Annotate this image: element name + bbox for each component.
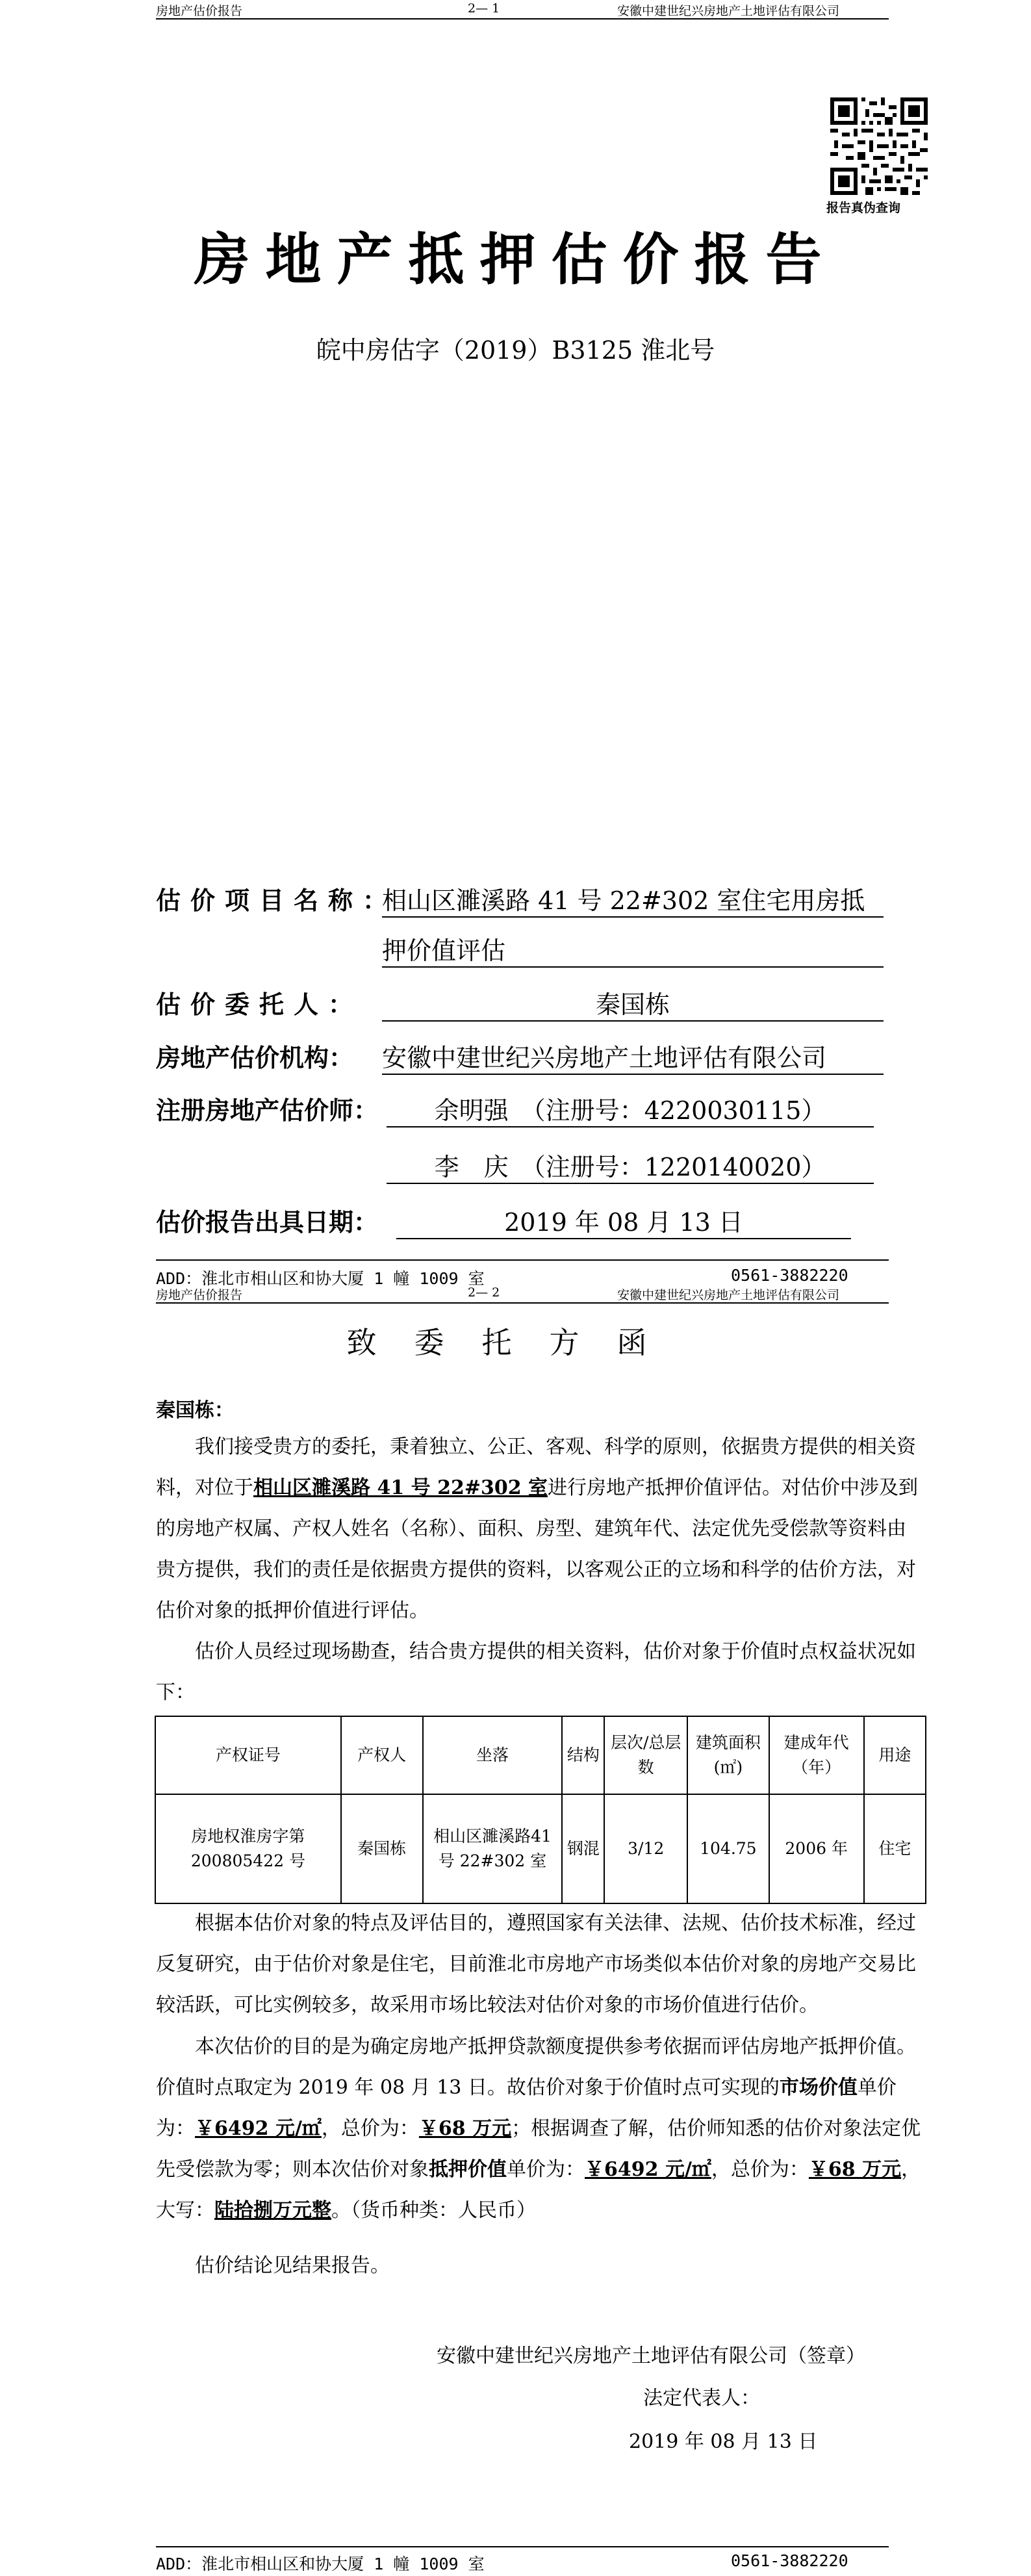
table-header-cell: 产权人 [341, 1716, 423, 1794]
paragraph-1: 我们接受贵方的委托，秉着独立、公正、客观、科学的原则，依据贵方提供的相关资料，对位于相山区濉溪路 41 号 22#302 室进行房地产抵押价值评估。对估价中涉及到的房地产权属、产权人姓名（名称）、面积、房型、建筑年代、法定优先受偿款等资料由贵方提供，我们的责任是依据贵方提供的资料，以客观公正的立场和科学的估价方法，对估价对象的抵押价值进行评估。 [156, 1436, 919, 1622]
mortgage-unit-price: ￥6492 元/㎡ [585, 2158, 711, 2181]
market-unit-price: ￥6492 元/㎡ [195, 2117, 322, 2140]
page2-footer-phone: 0561-3882220 [731, 2551, 848, 2570]
page2-header-left: 房地产估价报告 [156, 1288, 243, 1302]
table-header-cell: 建成年代（年） [769, 1716, 864, 1794]
table-header-cell: 产权证号 [155, 1716, 341, 1794]
page1-footer-phone: 0561-3882220 [731, 1266, 848, 1285]
table-header-cell: 用途 [864, 1716, 926, 1794]
project-name-label: 估价项目名称： [156, 886, 398, 915]
page1-header-left: 房地产估价报告 [156, 4, 243, 18]
paragraph-3: 根据本估价对象的特点及评估目的，遵照国家有关法律、法规、估价技术标准，经过反复研究，由于估价对象是住宅，目前淮北市房地产市场类似本估价对象的房地产交易比较活跃，可比实例较多，故采用市场比较法对估价对象的市场价值进行估价。 [156, 1912, 916, 2016]
project-name-value-line1: 相山区濉溪路 41 号 22#302 室住宅用房抵 [382, 881, 884, 918]
letter-title: 致委托方函 [346, 1325, 685, 1360]
page1-footer-rule [156, 1259, 889, 1261]
qr-caption: 报告真伪查询 [826, 201, 901, 215]
qr-code-icon [830, 97, 928, 195]
market-value-term: 市场价值 [779, 2076, 858, 2099]
client-label: 估价委托人： [156, 990, 363, 1019]
table-cell: 相山区濉溪路41 号 22#302 室 [423, 1794, 563, 1903]
table-cell: 104.75 [687, 1794, 769, 1903]
table-header-cell: 坐落 [423, 1716, 563, 1794]
table-cell: 2006 年 [769, 1794, 864, 1903]
property-rights-table [155, 1716, 926, 1904]
agency-label: 房地产估价机构： [156, 1043, 354, 1072]
page1-header-rule [156, 18, 889, 19]
page2-header-rule [156, 1302, 889, 1304]
appraiser-label: 注册房地产估价师： [156, 1096, 379, 1125]
signature-date: 2019 年 08 月 13 日 [629, 2430, 818, 2453]
paragraph-2: 估价人员经过现场勘查，结合贵方提供的相关资料，估价对象于价值时点权益状况如下： [156, 1640, 916, 1704]
page1-header-right: 安徽中建世纪兴房地产土地评估有限公司 [617, 4, 840, 18]
paragraph-4: 本次估价的目的是为确定房地产抵押贷款额度提供参考依据而评估房地产抵押价值。价值时点取定为 2019 年 08 月 13 日。故估价对象于价值时点可实现的市场价值单价为：￥6492 元/㎡，总价为：￥68 万元；根据调查了解，估价师知悉的估价对象法定优先受偿款为零；则本次估价对象抵押价值单价为：￥6492 元/㎡，总价为：￥68 万元，大写：陆拾捌万元整。（货币种类：人民币） [156, 2035, 921, 2222]
table-cell: 钢混 [562, 1794, 604, 1903]
table-cell: 房地权淮房字第200805422 号 [155, 1794, 341, 1903]
total-in-words: 陆拾捌万元整 [214, 2199, 331, 2222]
table-header-cell: 建筑面积(㎡) [687, 1716, 769, 1794]
mortgage-total-price: ￥68 万元 [808, 2158, 902, 2181]
page2-footer-rule [156, 2546, 889, 2547]
report-number: 皖中房估字（2019）B3125 淮北号 [316, 336, 715, 365]
signature-legal-rep: 法定代表人： [643, 2387, 760, 2410]
project-name-value-line2: 押价值评估 [382, 931, 884, 968]
page2-footer-address: ADD：淮北市相山区和协大厦 1 幢 1009 室 [156, 2555, 485, 2573]
page2-header-page-number: 2— 2 [468, 1285, 500, 1300]
appraiser-1: 余明强 （注册号：4220030115） [387, 1090, 874, 1127]
appraiser-2: 李 庆 （注册号：1220140020） [387, 1147, 874, 1184]
page2-header-right: 安徽中建世纪兴房地产土地评估有限公司 [617, 1288, 840, 1302]
salutation: 秦国栋： [156, 1399, 234, 1422]
page1-header-page-number: 2— 1 [468, 1, 500, 16]
table-cell: 3/12 [604, 1794, 687, 1903]
report-title: 房地产抵押估价报告 [194, 227, 837, 292]
table-row [155, 1794, 926, 1903]
report-date-value: 2019 年 08 月 13 日 [396, 1202, 851, 1239]
table-header-row [155, 1716, 926, 1794]
table-cell: 住宅 [864, 1794, 926, 1903]
client-value: 秦国栋 [382, 985, 884, 1022]
page1-footer-address: ADD：淮北市相山区和协大厦 1 幢 1009 室 [156, 1269, 485, 1288]
table-header-cell: 结构 [562, 1716, 604, 1794]
paragraph-5: 估价结论见结果报告。 [195, 2254, 390, 2277]
mortgage-value-term: 抵押价值 [429, 2158, 507, 2181]
table-header-cell: 层次/总层数 [604, 1716, 687, 1794]
report-date-label: 估价报告出具日期： [156, 1207, 379, 1237]
property-address: 相山区濉溪路 41 号 22#302 室 [253, 1476, 548, 1499]
signature-company: 安徽中建世纪兴房地产土地评估有限公司（签章） [437, 2345, 865, 2367]
agency-value: 安徽中建世纪兴房地产土地评估有限公司 [382, 1038, 884, 1075]
market-total-price: ￥68 万元 [418, 2117, 512, 2140]
table-cell: 秦国栋 [341, 1794, 423, 1903]
